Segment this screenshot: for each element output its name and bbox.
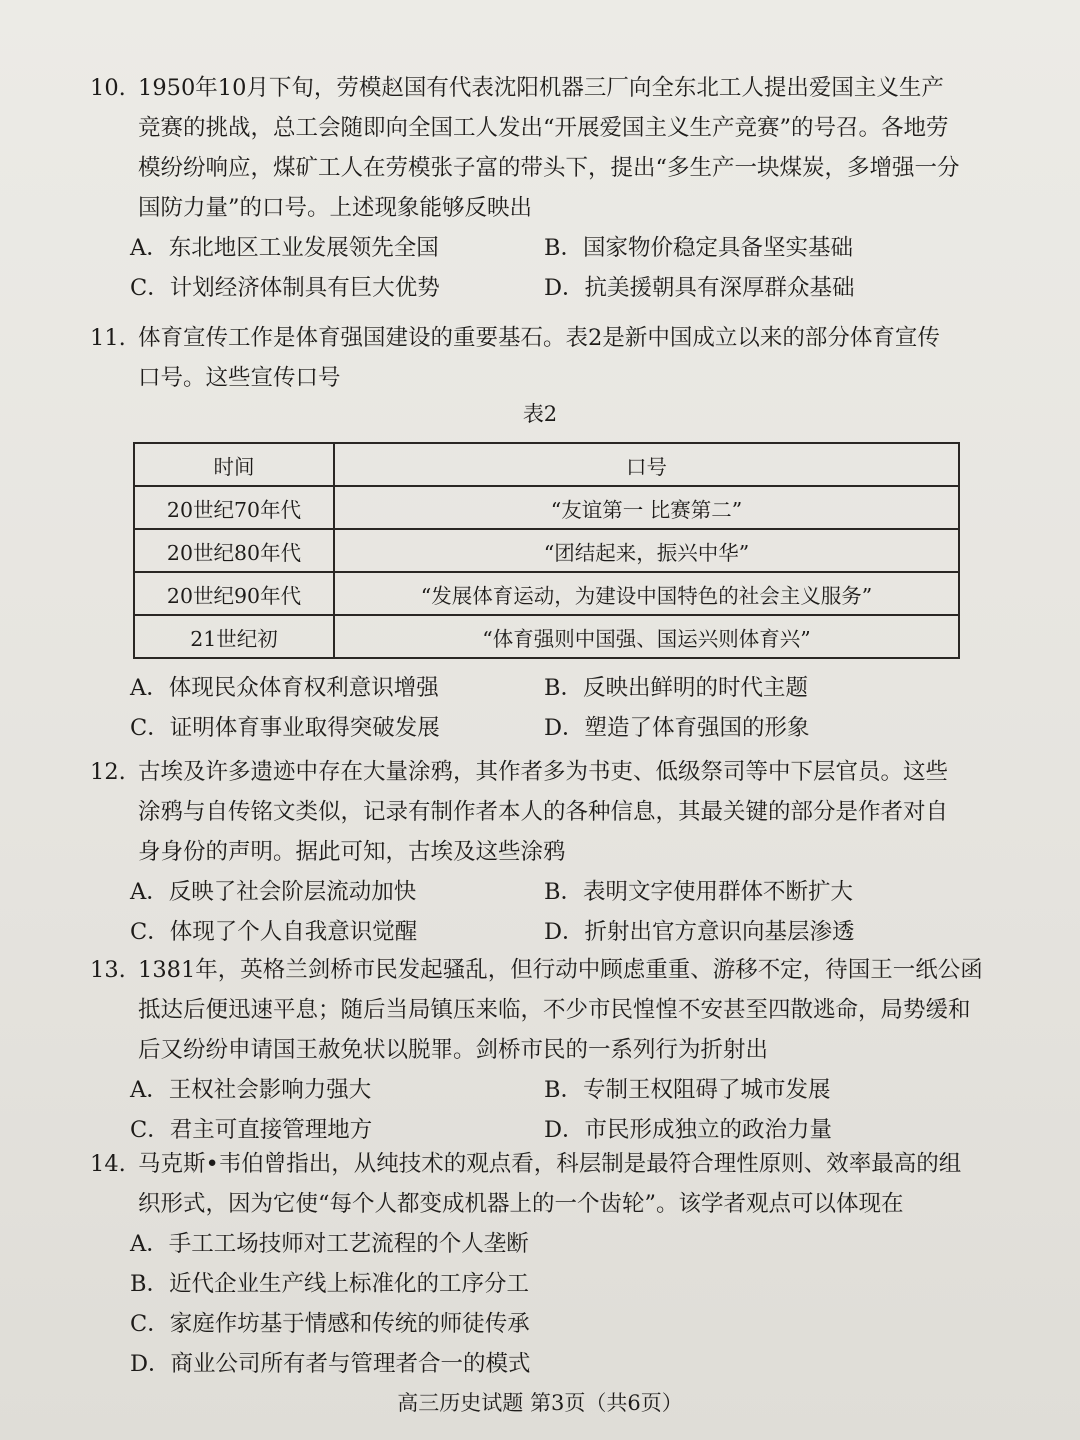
option-b: B．反映出鲜明的时代主题 xyxy=(544,675,809,701)
option-d: D．折射出官方意识向基层渗透 xyxy=(544,919,855,945)
table-row xyxy=(134,615,959,658)
question-10 xyxy=(90,68,980,308)
question-text: 1381年，英格兰剑桥市民发起骚乱，但行动中顾虑重重、游移不定，待国王一纸公函 xyxy=(138,957,983,983)
question-text: 古埃及许多遗迹中存在大量涂鸦，其作者多为书吏、低级祭司等中下层官员。这些 xyxy=(138,759,949,785)
header-slogan: 口号 xyxy=(334,443,959,486)
option-row xyxy=(90,228,980,268)
question-text: 1950年10月下旬，劳模赵国有代表沈阳机器三厂向全东北工人提出爱国主义生产 xyxy=(138,75,944,101)
question-text: 涂鸦与自传铭文类似，记录有制作者本人的各种信息，其最关键的部分是作者对自 xyxy=(138,799,949,825)
question-text: 竞赛的挑战，总工会随即向全国工人发出“开展爱国主义生产竞赛”的号召。各地劳 xyxy=(138,115,949,141)
option-a: A．体现民众体育权利意识增强 xyxy=(130,675,439,701)
option-list xyxy=(90,1224,980,1384)
option-a: A．东北地区工业发展领先全国 xyxy=(130,235,439,261)
option-c: C．计划经济体制具有巨大优势 xyxy=(130,275,440,301)
cell-slogan: “团结起来，振兴中华” xyxy=(334,529,959,572)
option-row xyxy=(90,1070,980,1110)
question-text: 抵达后便迅速平息；随后当局镇压来临，不少市民惶惶不安甚至四散逃命，局势缓和 xyxy=(138,997,971,1023)
cell-slogan: “友谊第一 比赛第二” xyxy=(334,486,959,529)
cell-time: 20世纪70年代 xyxy=(134,486,334,529)
option-row xyxy=(90,872,980,912)
option-row xyxy=(90,912,980,952)
cell-slogan: “体育强则中国强、国运兴则体育兴” xyxy=(334,615,959,658)
question-number: 11. xyxy=(90,325,126,351)
table-row xyxy=(134,572,959,615)
option-a: A．手工工场技师对工艺流程的个人垄断 xyxy=(130,1231,529,1257)
table-row xyxy=(134,529,959,572)
question-text: 体育宣传工作是体育强国建设的重要基石。表2是新中国成立以来的部分体育宣传 xyxy=(138,325,940,351)
option-row xyxy=(90,268,980,308)
question-line xyxy=(90,1144,980,1184)
slogan-table xyxy=(133,442,960,659)
question-11-options xyxy=(90,668,980,748)
question-line xyxy=(90,752,980,792)
header-time: 时间 xyxy=(134,443,334,486)
question-text: 后又纷纷申请国王赦免状以脱罪。剑桥市民的一系列行为折射出 xyxy=(138,1037,769,1063)
cell-slogan: “发展体育运动，为建设中国特色的社会主义服务” xyxy=(334,572,959,615)
option-d: D．抗美援朝具有深厚群众基础 xyxy=(544,275,855,301)
option-b: B．专制王权阻碍了城市发展 xyxy=(544,1077,831,1103)
option-b: B．表明文字使用群体不断扩大 xyxy=(544,879,854,905)
question-number: 12. xyxy=(90,759,126,785)
option-b: B．国家物价稳定具备坚实基础 xyxy=(544,235,854,261)
question-line xyxy=(90,950,983,990)
option-c: C．君主可直接管理地方 xyxy=(130,1117,373,1143)
option-b: B．近代企业生产线上标准化的工序分工 xyxy=(130,1271,530,1297)
question-number: 14. xyxy=(90,1151,126,1177)
table-row xyxy=(134,486,959,529)
question-number: 10. xyxy=(90,75,126,101)
question-12 xyxy=(90,752,980,952)
cell-time: 21世纪初 xyxy=(134,615,334,658)
option-a: A．反映了社会阶层流动加快 xyxy=(130,879,417,905)
option-row xyxy=(90,668,980,708)
option-d: D．商业公司所有者与管理者合一的模式 xyxy=(130,1351,531,1377)
page-footer: 高三历史试题 第3页（共6页） xyxy=(397,1391,683,1415)
table-caption: 表2 xyxy=(522,402,558,426)
question-text: 身身份的声明。据此可知，古埃及这些涂鸦 xyxy=(138,839,566,865)
question-11 xyxy=(90,318,980,398)
cell-time: 20世纪80年代 xyxy=(134,529,334,572)
cell-time: 20世纪90年代 xyxy=(134,572,334,615)
option-c: C．体现了个人自我意识觉醒 xyxy=(130,919,418,945)
table-header-row xyxy=(134,443,959,486)
question-text: 马克斯•韦伯曾指出，从纯技术的观点看，科层制是最符合理性原则、效率最高的组 xyxy=(138,1151,962,1177)
question-line xyxy=(90,68,980,108)
question-14 xyxy=(90,1144,980,1384)
question-line xyxy=(90,318,980,358)
option-d: D．市民形成独立的政治力量 xyxy=(544,1117,833,1143)
option-d: D．塑造了体育强国的形象 xyxy=(544,715,810,741)
option-a: A．王权社会影响力强大 xyxy=(130,1077,372,1103)
question-text: 模纷纷响应，煤矿工人在劳模张子富的带头下，提出“多生产一块煤炭，多增强一分 xyxy=(138,155,960,181)
question-text: 口号。这些宣传口号 xyxy=(138,365,341,391)
question-text: 织形式，因为它使“每个人都变成机器上的一个齿轮”。该学者观点可以体现在 xyxy=(138,1191,904,1217)
option-c: C．家庭作坊基于情感和传统的师徒传承 xyxy=(130,1311,530,1337)
question-13 xyxy=(90,950,983,1150)
option-c: C．证明体育事业取得突破发展 xyxy=(130,715,440,741)
question-text: 国防力量”的口号。上述现象能够反映出 xyxy=(138,195,533,221)
option-row xyxy=(90,708,980,748)
question-number: 13. xyxy=(90,957,126,983)
